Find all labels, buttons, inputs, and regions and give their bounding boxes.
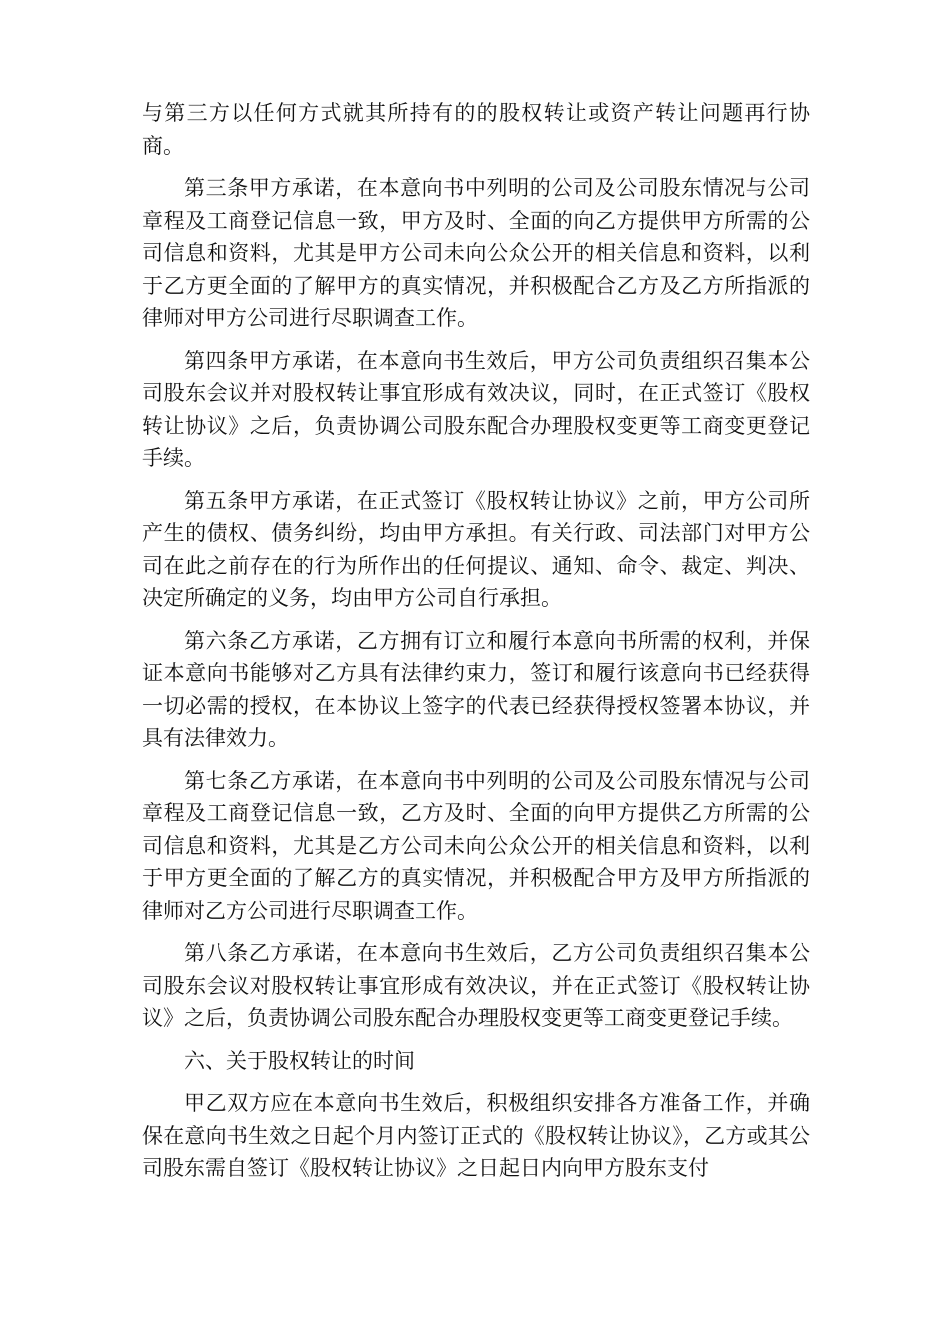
- paragraph-article-3: 第三条甲方承诺，在本意向书中列明的公司及公司股东情况与公司章程及工商登记信息一致，甲方及时、全面的向乙方提供甲方所需的公司信息和资料，尤其是甲方公司未向公众公开的相关信息和资料，以利于乙方更全面的了解甲方的真实情况，并积极配合乙方及乙方所指派的律师对甲方公司进行尽职调查工作。: [142, 176, 810, 330]
- paragraph-continuation: 与第三方以任何方式就其所持有的的股权转让或资产转让问题再行协商。: [142, 101, 810, 158]
- paragraph-article-8: 第八条乙方承诺，在本意向书生效后，乙方公司负责组织召集本公司股东会议对股权转让事宜形成有效决议，并在正式签订《股权转让协议》之后，负责协调公司股东配合办理股权变更等工商变更登记手续。: [142, 941, 810, 1030]
- paragraph-article-7: 第七条乙方承诺，在本意向书中列明的公司及公司股东情况与公司章程及工商登记信息一致，乙方及时、全面的向甲方提供乙方所需的公司信息和资料，尤其是乙方公司未向公众公开的相关信息和资料，以利于甲方更全面的了解乙方的真实情况，并积极配合甲方及甲方所指派的律师对乙方公司进行尽职调查工作。: [142, 768, 810, 923]
- section-heading-transfer-time: 六、关于股权转让的时间: [184, 1048, 415, 1073]
- document-page: [142, 97, 810, 1195]
- paragraph-article-5: 第五条甲方承诺，在正式签订《股权转让协议》之前，甲方公司所产生的债权、债务纠纷，均由甲方承担。有关行政、司法部门对甲方公司在此之前存在的行为所作出的任何提议、通知、命令、裁定、判决、决定所确定的义务，均由甲方公司自行承担。: [142, 488, 810, 610]
- paragraph-article-4: 第四条甲方承诺，在本意向书生效后，甲方公司负责组织召集本公司股东会议并对股权转让事宜形成有效决议，同时，在正式签订《股权转让协议》之后，负责协调公司股东配合办理股权变更等工商变更登记手续。: [142, 348, 810, 470]
- paragraph-article-6: 第六条乙方承诺，乙方拥有订立和履行本意向书所需的权利，并保证本意向书能够对乙方具有法律约束力，签订和履行该意向书已经获得一切必需的授权，在本协议上签字的代表已经获得授权签署本协议，并具有法律效力。: [142, 628, 810, 750]
- paragraph-transfer-time: 甲乙双方应在本意向书生效后，积极组织安排各方准备工作，并确保在意向书生效之日起个月内签订正式的《股权转让协议》，乙方或其公司股东需自签订《股权转让协议》之日起日内向甲方股东支付: [142, 1091, 810, 1180]
